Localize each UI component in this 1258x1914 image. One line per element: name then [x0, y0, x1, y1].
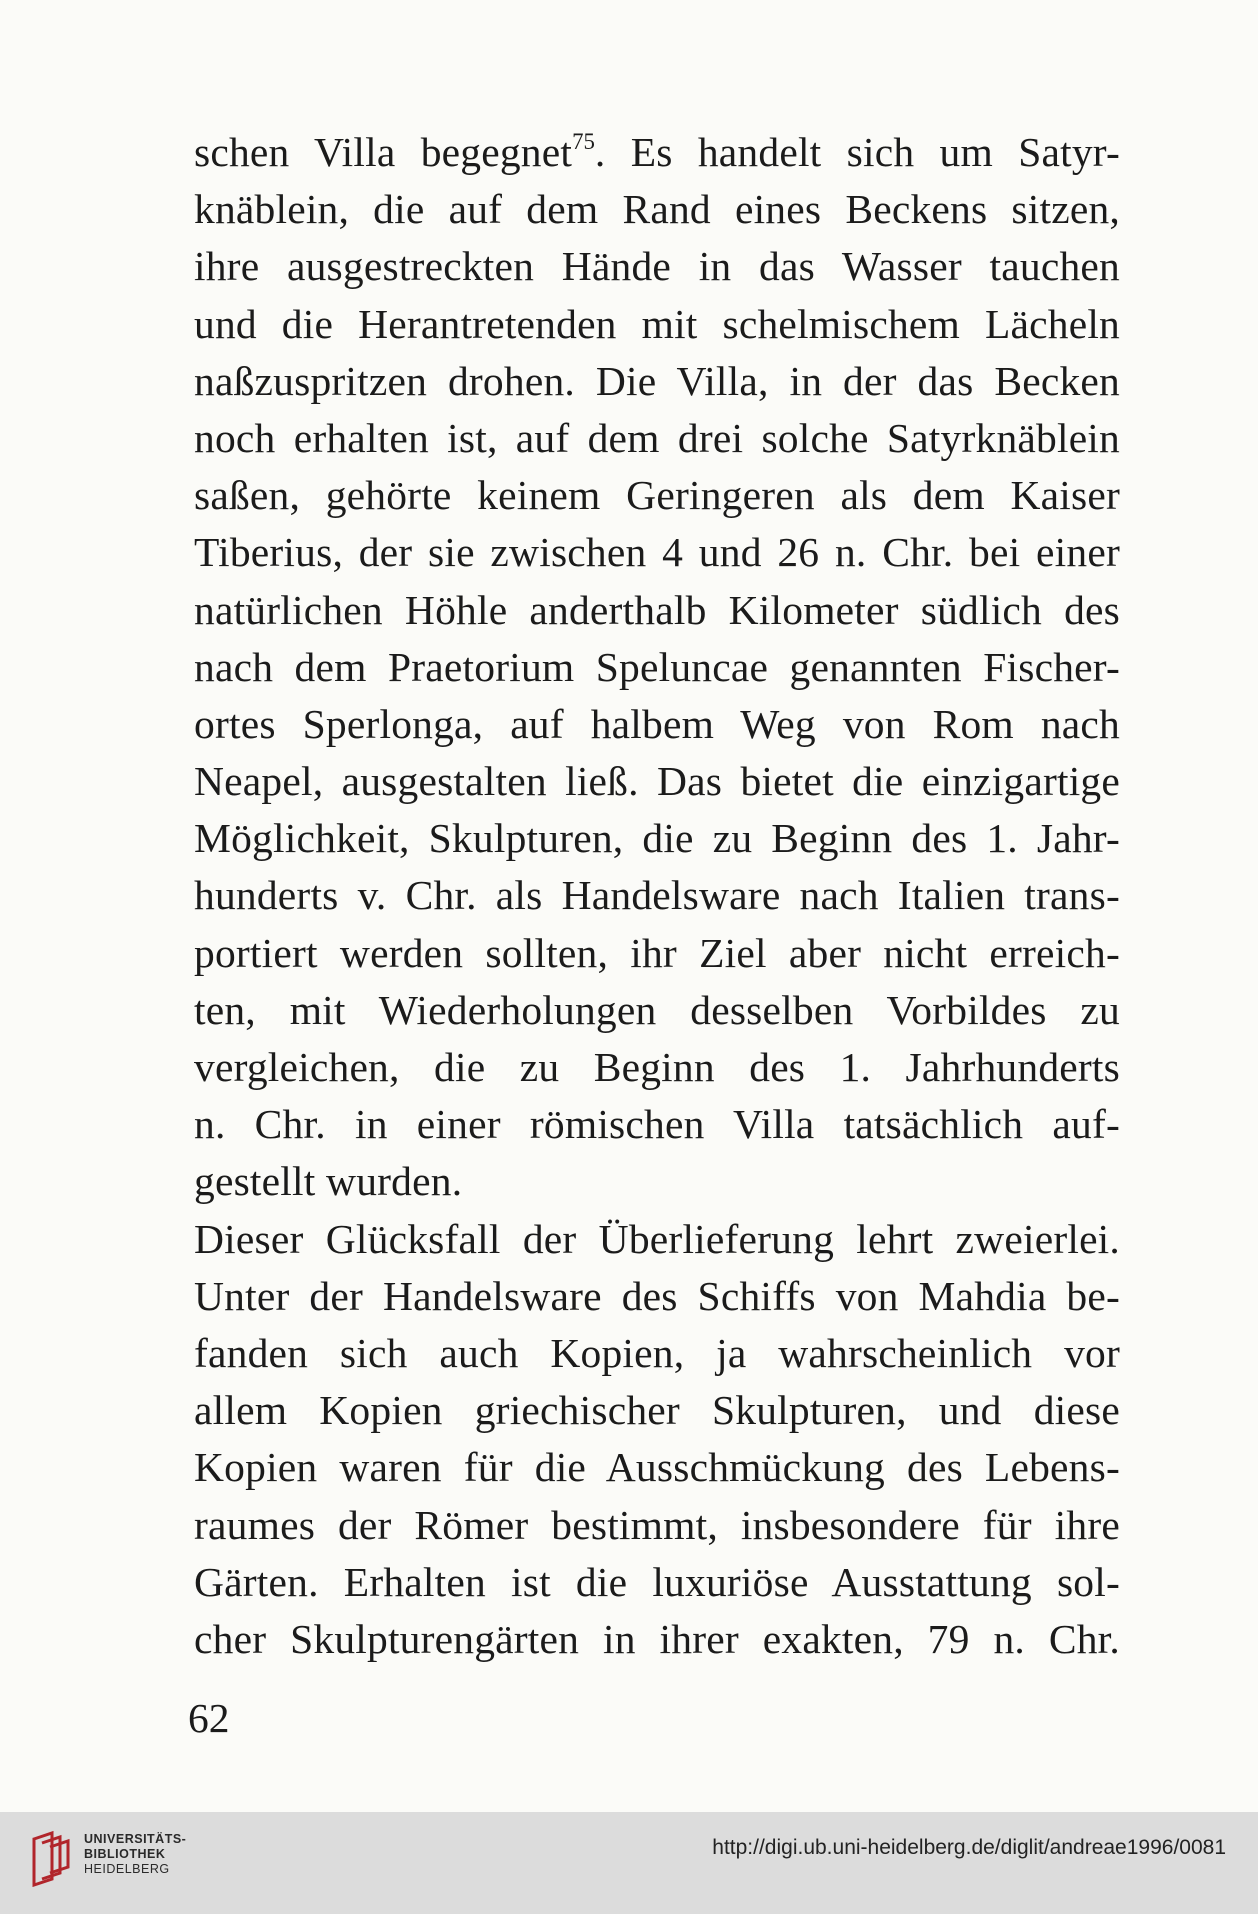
text-line — [194, 1096, 1120, 1153]
text-line-content: vergleichen, die zu Beginn des 1. Jahrhunderts — [194, 1044, 1120, 1090]
text-line — [194, 1325, 1120, 1382]
footer-bar — [0, 1812, 1258, 1914]
body-text — [194, 124, 1120, 1668]
text-line — [194, 353, 1120, 410]
text-line-content: knäblein, die auf dem Rand eines Beckens sitzen, — [194, 186, 1120, 233]
text-line — [194, 1439, 1120, 1496]
text-line-content: portiert werden sollten, ihr Ziel aber nicht erreich- — [194, 929, 1120, 976]
logo-line-1: UNIVERSITÄTS- — [84, 1832, 187, 1846]
text-line-content: noch erhalten ist, auf dem drei solche Satyrknäblein — [194, 414, 1120, 461]
text-line-content: schen Villa begegnet — [194, 129, 573, 175]
text-line — [194, 1497, 1120, 1554]
text-line-content: cher Skulpturengärten in ihrer exakten, 79 n. Chr. — [194, 1615, 1120, 1662]
text-line-content: Unter der Handelsware des Schiffs von Mahdia be- — [194, 1272, 1120, 1319]
text-line-content: Neapel, ausgestalten ließ. Das bietet die einzigartige — [194, 758, 1120, 805]
text-line — [194, 1268, 1120, 1325]
text-line — [194, 410, 1120, 467]
library-logo-text — [84, 1832, 186, 1877]
text-line — [194, 467, 1120, 524]
text-line — [194, 1382, 1120, 1439]
text-line-content: natürlichen Höhle anderthalb Kilometer südlich des — [194, 586, 1120, 633]
text-line-content: hunderts v. Chr. als Handelsware nach Italien trans- — [194, 872, 1120, 919]
text-line-content: ortes Sperlonga, auf halbem Weg von Rom nach — [194, 700, 1120, 747]
text-line-content: Gärten. Erhalten ist die luxuriöse Ausstattung sol- — [194, 1558, 1120, 1605]
text-line — [194, 1039, 1120, 1096]
text-line-content: Möglichkeit, Skulpturen, die zu Beginn des 1. Jahr- — [194, 815, 1120, 862]
text-line — [194, 982, 1120, 1039]
text-line-content: naßzuspritzen drohen. Die Villa, in der das Becken — [194, 357, 1120, 404]
text-line — [194, 810, 1120, 867]
page-number: 62 — [188, 1695, 230, 1741]
text-line-continuation: . Es handelt sich um Satyr- — [594, 129, 1120, 175]
text-line-content: raumes der Römer bestimmt, insbesondere für ihre — [194, 1501, 1120, 1548]
text-line-content: und die Herantretenden mit schelmischem Lächeln — [194, 300, 1120, 347]
text-line — [194, 296, 1120, 353]
text-line — [194, 696, 1120, 753]
text-line-content: saßen, gehörte keinem Geringeren als dem Kaiser — [194, 472, 1120, 519]
text-line — [194, 524, 1120, 581]
text-line-content: nach dem Praetorium Speluncae genannten Fischer- — [194, 643, 1120, 690]
text-line — [194, 639, 1120, 696]
text-line — [194, 181, 1120, 238]
text-line-content: fanden sich auch Kopien, ja wahrscheinlich vor — [194, 1329, 1120, 1376]
text-line-content: gestellt wurden. — [194, 1158, 463, 1205]
text-line — [194, 925, 1120, 982]
text-line-content: ten, mit Wiederholungen desselben Vorbildes zu — [194, 986, 1120, 1033]
text-line-content: Tiberius, der sie zwischen 4 und 26 n. Chr. bei einer — [194, 529, 1120, 576]
text-line — [194, 582, 1120, 639]
text-line-content: Dieser Glücksfall der Überlieferung lehrt zweierlei. — [194, 1215, 1120, 1262]
text-line — [194, 1554, 1120, 1611]
text-line — [194, 1153, 1120, 1210]
logo-line-3: HEIDELBERG — [84, 1862, 170, 1876]
text-line — [194, 753, 1120, 810]
footnote-marker: 75 — [572, 128, 595, 154]
text-line-content: n. Chr. in einer römischen Villa tatsächlich auf- — [194, 1101, 1120, 1148]
text-line-content: ihre ausgestreckten Hände in das Wasser tauchen — [194, 243, 1120, 290]
text-line — [194, 867, 1120, 924]
text-line — [194, 1611, 1120, 1668]
text-line-content: allem Kopien griechischer Skulpturen, und diese — [194, 1387, 1120, 1434]
text-line — [194, 124, 1120, 181]
library-logo-icon — [30, 1829, 76, 1887]
text-line-content: Kopien waren für die Ausschmückung des Lebens- — [194, 1444, 1120, 1491]
text-line — [194, 238, 1120, 295]
source-url[interactable]: http://digi.ub.uni-heidelberg.de/diglit/andreae1996/0081 — [712, 1836, 1226, 1859]
logo-line-2: BIBLIOTHEK — [84, 1847, 166, 1861]
text-line — [194, 1211, 1120, 1268]
